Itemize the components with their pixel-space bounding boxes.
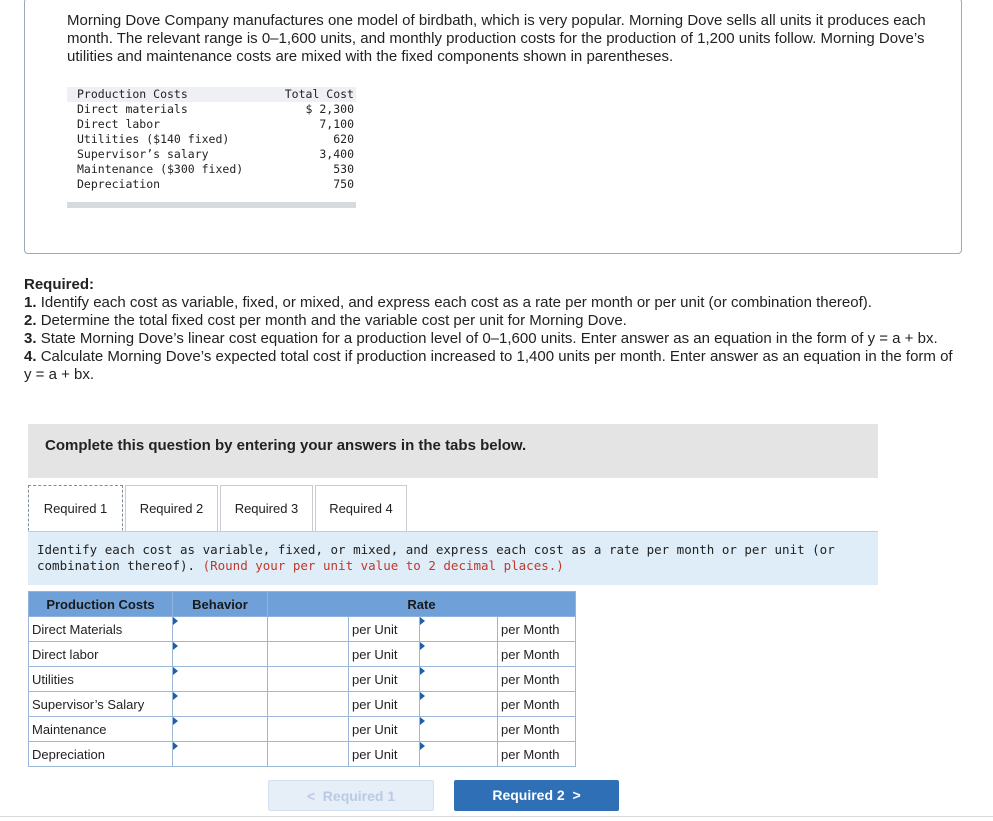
unit-rate-cell[interactable]	[268, 617, 349, 642]
unit-rate-cell[interactable]	[268, 642, 349, 667]
required-item-number: 3.	[24, 330, 37, 347]
header-behavior: Behavior	[173, 592, 268, 617]
cost-name-cell: Maintenance	[29, 717, 173, 742]
cost-label: Maintenance ($300 fixed)	[77, 162, 244, 176]
cost-table-row	[67, 132, 356, 147]
unit-rate-cell[interactable]	[268, 717, 349, 742]
prev-button-label: Required 1	[322, 788, 396, 804]
month-rate-input[interactable]	[420, 743, 497, 766]
behavior-input[interactable]	[173, 618, 267, 641]
dropdown-arrow-icon	[420, 717, 425, 725]
cost-value: 3,400	[319, 147, 354, 161]
month-rate-input[interactable]	[420, 643, 497, 666]
required-item-text: Identify each cost as variable, fixed, or mixed, and express each cost as a rate per month or per unit (or combination thereof).	[40, 294, 872, 311]
cost-name-cell: Utilities	[29, 667, 173, 692]
cost-name-cell: Direct Materials	[29, 617, 173, 642]
behavior-input[interactable]	[173, 668, 267, 691]
cost-table-row	[67, 147, 356, 162]
unit-rate-input[interactable]	[268, 618, 348, 641]
behavior-select[interactable]	[173, 642, 268, 667]
month-rate-input[interactable]	[420, 668, 497, 691]
problem-intro: Morning Dove Company manufactures one model of birdbath, which is very popular. Morning Dove sells all units it produces each month. The relevant range is 0–1,600 units, and monthly production costs for the production of 1,200 units follow. Morning Dove’s utilities and maintenance costs are mixed with the fixed components shown in parentheses.	[67, 12, 926, 65]
dropdown-arrow-icon	[420, 667, 425, 675]
dropdown-arrow-icon	[173, 617, 178, 625]
per-unit-label: per Unit	[349, 742, 420, 767]
unit-rate-input[interactable]	[268, 668, 348, 691]
cost-table-row	[67, 162, 356, 177]
instruction-panel	[28, 532, 878, 585]
behavior-input[interactable]	[173, 643, 267, 666]
cost-value: 530	[333, 162, 354, 176]
month-rate-cell[interactable]	[420, 742, 498, 767]
dropdown-arrow-icon	[420, 692, 425, 700]
table-row	[29, 742, 576, 767]
cost-name-cell: Depreciation	[29, 742, 173, 767]
per-month-label: per Month	[498, 667, 576, 692]
month-rate-input[interactable]	[420, 718, 497, 741]
next-button-label: Required 2	[492, 787, 565, 803]
month-rate-cell[interactable]	[420, 642, 498, 667]
answer-table	[28, 591, 576, 767]
cost-header-label: Production Costs	[77, 87, 188, 101]
unit-rate-cell[interactable]	[268, 742, 349, 767]
required-section	[24, 276, 964, 384]
behavior-select[interactable]	[173, 667, 268, 692]
per-month-label: per Month	[498, 717, 576, 742]
cost-table-row	[67, 117, 356, 132]
tab-required-1[interactable]: Required 1	[28, 485, 123, 531]
cost-table-header	[67, 87, 356, 102]
per-unit-label: per Unit	[349, 717, 420, 742]
per-unit-label: per Unit	[349, 667, 420, 692]
per-month-label: per Month	[498, 742, 576, 767]
table-row	[29, 692, 576, 717]
rounding-note: (Round your per unit value to 2 decimal places.)	[202, 558, 564, 573]
month-rate-input[interactable]	[420, 618, 497, 641]
month-rate-cell[interactable]	[420, 617, 498, 642]
instruction-text: Identify each cost as variable, fixed, or mixed, and express each cost as a rate per month or per unit (or combination thereof).	[37, 542, 835, 573]
dropdown-arrow-icon	[173, 742, 178, 750]
prev-required-button[interactable]	[268, 780, 434, 811]
per-month-label: per Month	[498, 692, 576, 717]
dropdown-arrow-icon	[420, 742, 425, 750]
next-required-button[interactable]	[454, 780, 619, 811]
required-item-number: 2.	[24, 312, 37, 329]
required-item	[24, 330, 964, 348]
dropdown-arrow-icon	[173, 692, 178, 700]
required-title: Required:	[24, 276, 95, 293]
per-unit-label: per Unit	[349, 642, 420, 667]
table-row	[29, 667, 576, 692]
tab-required-2[interactable]: Required 2	[125, 485, 218, 531]
required-item-text: Calculate Morning Dove’s expected total cost if production increased to 1,400 units per month. Enter answer as an equation in the form of y = a + bx.	[24, 348, 953, 383]
cost-label: Utilities ($140 fixed)	[77, 132, 230, 146]
behavior-select[interactable]	[173, 692, 268, 717]
chevron-right-icon: >	[572, 787, 581, 803]
cost-label: Direct materials	[77, 102, 188, 116]
header-production-costs: Production Costs	[29, 592, 173, 617]
required-item	[24, 312, 964, 330]
per-month-label: per Month	[498, 642, 576, 667]
dropdown-arrow-icon	[173, 667, 178, 675]
tab-bar	[28, 485, 878, 532]
bottom-divider	[0, 816, 993, 817]
unit-rate-cell[interactable]	[268, 692, 349, 717]
cost-name-cell: Supervisor’s Salary	[29, 692, 173, 717]
behavior-select[interactable]	[173, 617, 268, 642]
cost-table-rule	[67, 195, 356, 208]
table-row	[29, 642, 576, 667]
cost-value: 620	[333, 132, 354, 146]
month-rate-cell[interactable]	[420, 717, 498, 742]
required-item	[24, 348, 964, 384]
header-rate: Rate	[268, 592, 576, 617]
required-item-number: 1.	[24, 294, 37, 311]
chevron-left-icon: <	[306, 788, 316, 804]
cost-label: Supervisor’s salary	[77, 147, 209, 161]
behavior-input[interactable]	[173, 743, 267, 766]
cost-value: $ 2,300	[305, 102, 354, 116]
cost-value: 7,100	[319, 117, 354, 131]
unit-rate-cell[interactable]	[268, 667, 349, 692]
per-unit-label: per Unit	[349, 617, 420, 642]
cost-header-value: Total Cost	[284, 87, 354, 101]
required-item-number: 4.	[24, 348, 37, 365]
table-row	[29, 617, 576, 642]
month-rate-cell[interactable]	[420, 692, 498, 717]
behavior-input[interactable]	[173, 693, 267, 716]
behavior-input[interactable]	[173, 718, 267, 741]
dropdown-arrow-icon	[420, 617, 425, 625]
per-unit-label: per Unit	[349, 692, 420, 717]
unit-rate-input[interactable]	[268, 743, 348, 766]
required-item-text: State Morning Dove’s linear cost equation for a production level of 0–1,600 units. Enter answer as an equation in the form of y = a + bx.	[40, 330, 938, 347]
cost-table-row	[67, 102, 356, 117]
month-rate-cell[interactable]	[420, 667, 498, 692]
cost-label: Depreciation	[77, 177, 161, 191]
dropdown-arrow-icon	[173, 717, 178, 725]
month-rate-input[interactable]	[420, 693, 497, 716]
cost-value: 750	[333, 177, 354, 191]
dropdown-arrow-icon	[173, 642, 178, 650]
cost-name-cell: Direct labor	[29, 642, 173, 667]
behavior-select[interactable]	[173, 742, 268, 767]
cost-label: Direct labor	[77, 117, 161, 131]
production-cost-table	[67, 87, 356, 208]
dropdown-arrow-icon	[420, 642, 425, 650]
unit-rate-input[interactable]	[268, 718, 348, 741]
tab-required-4[interactable]: Required 4	[315, 485, 407, 531]
per-month-label: per Month	[498, 617, 576, 642]
behavior-select[interactable]	[173, 717, 268, 742]
complete-question-bar: Complete this question by entering your answers in the tabs below.	[28, 424, 878, 478]
unit-rate-input[interactable]	[268, 643, 348, 666]
table-row	[29, 717, 576, 742]
required-item-text: Determine the total fixed cost per month and the variable cost per unit for Morning Dove.	[40, 312, 627, 329]
required-item	[24, 294, 964, 312]
cost-table-row	[67, 177, 356, 192]
unit-rate-input[interactable]	[268, 693, 348, 716]
tab-required-3[interactable]: Required 3	[220, 485, 313, 531]
